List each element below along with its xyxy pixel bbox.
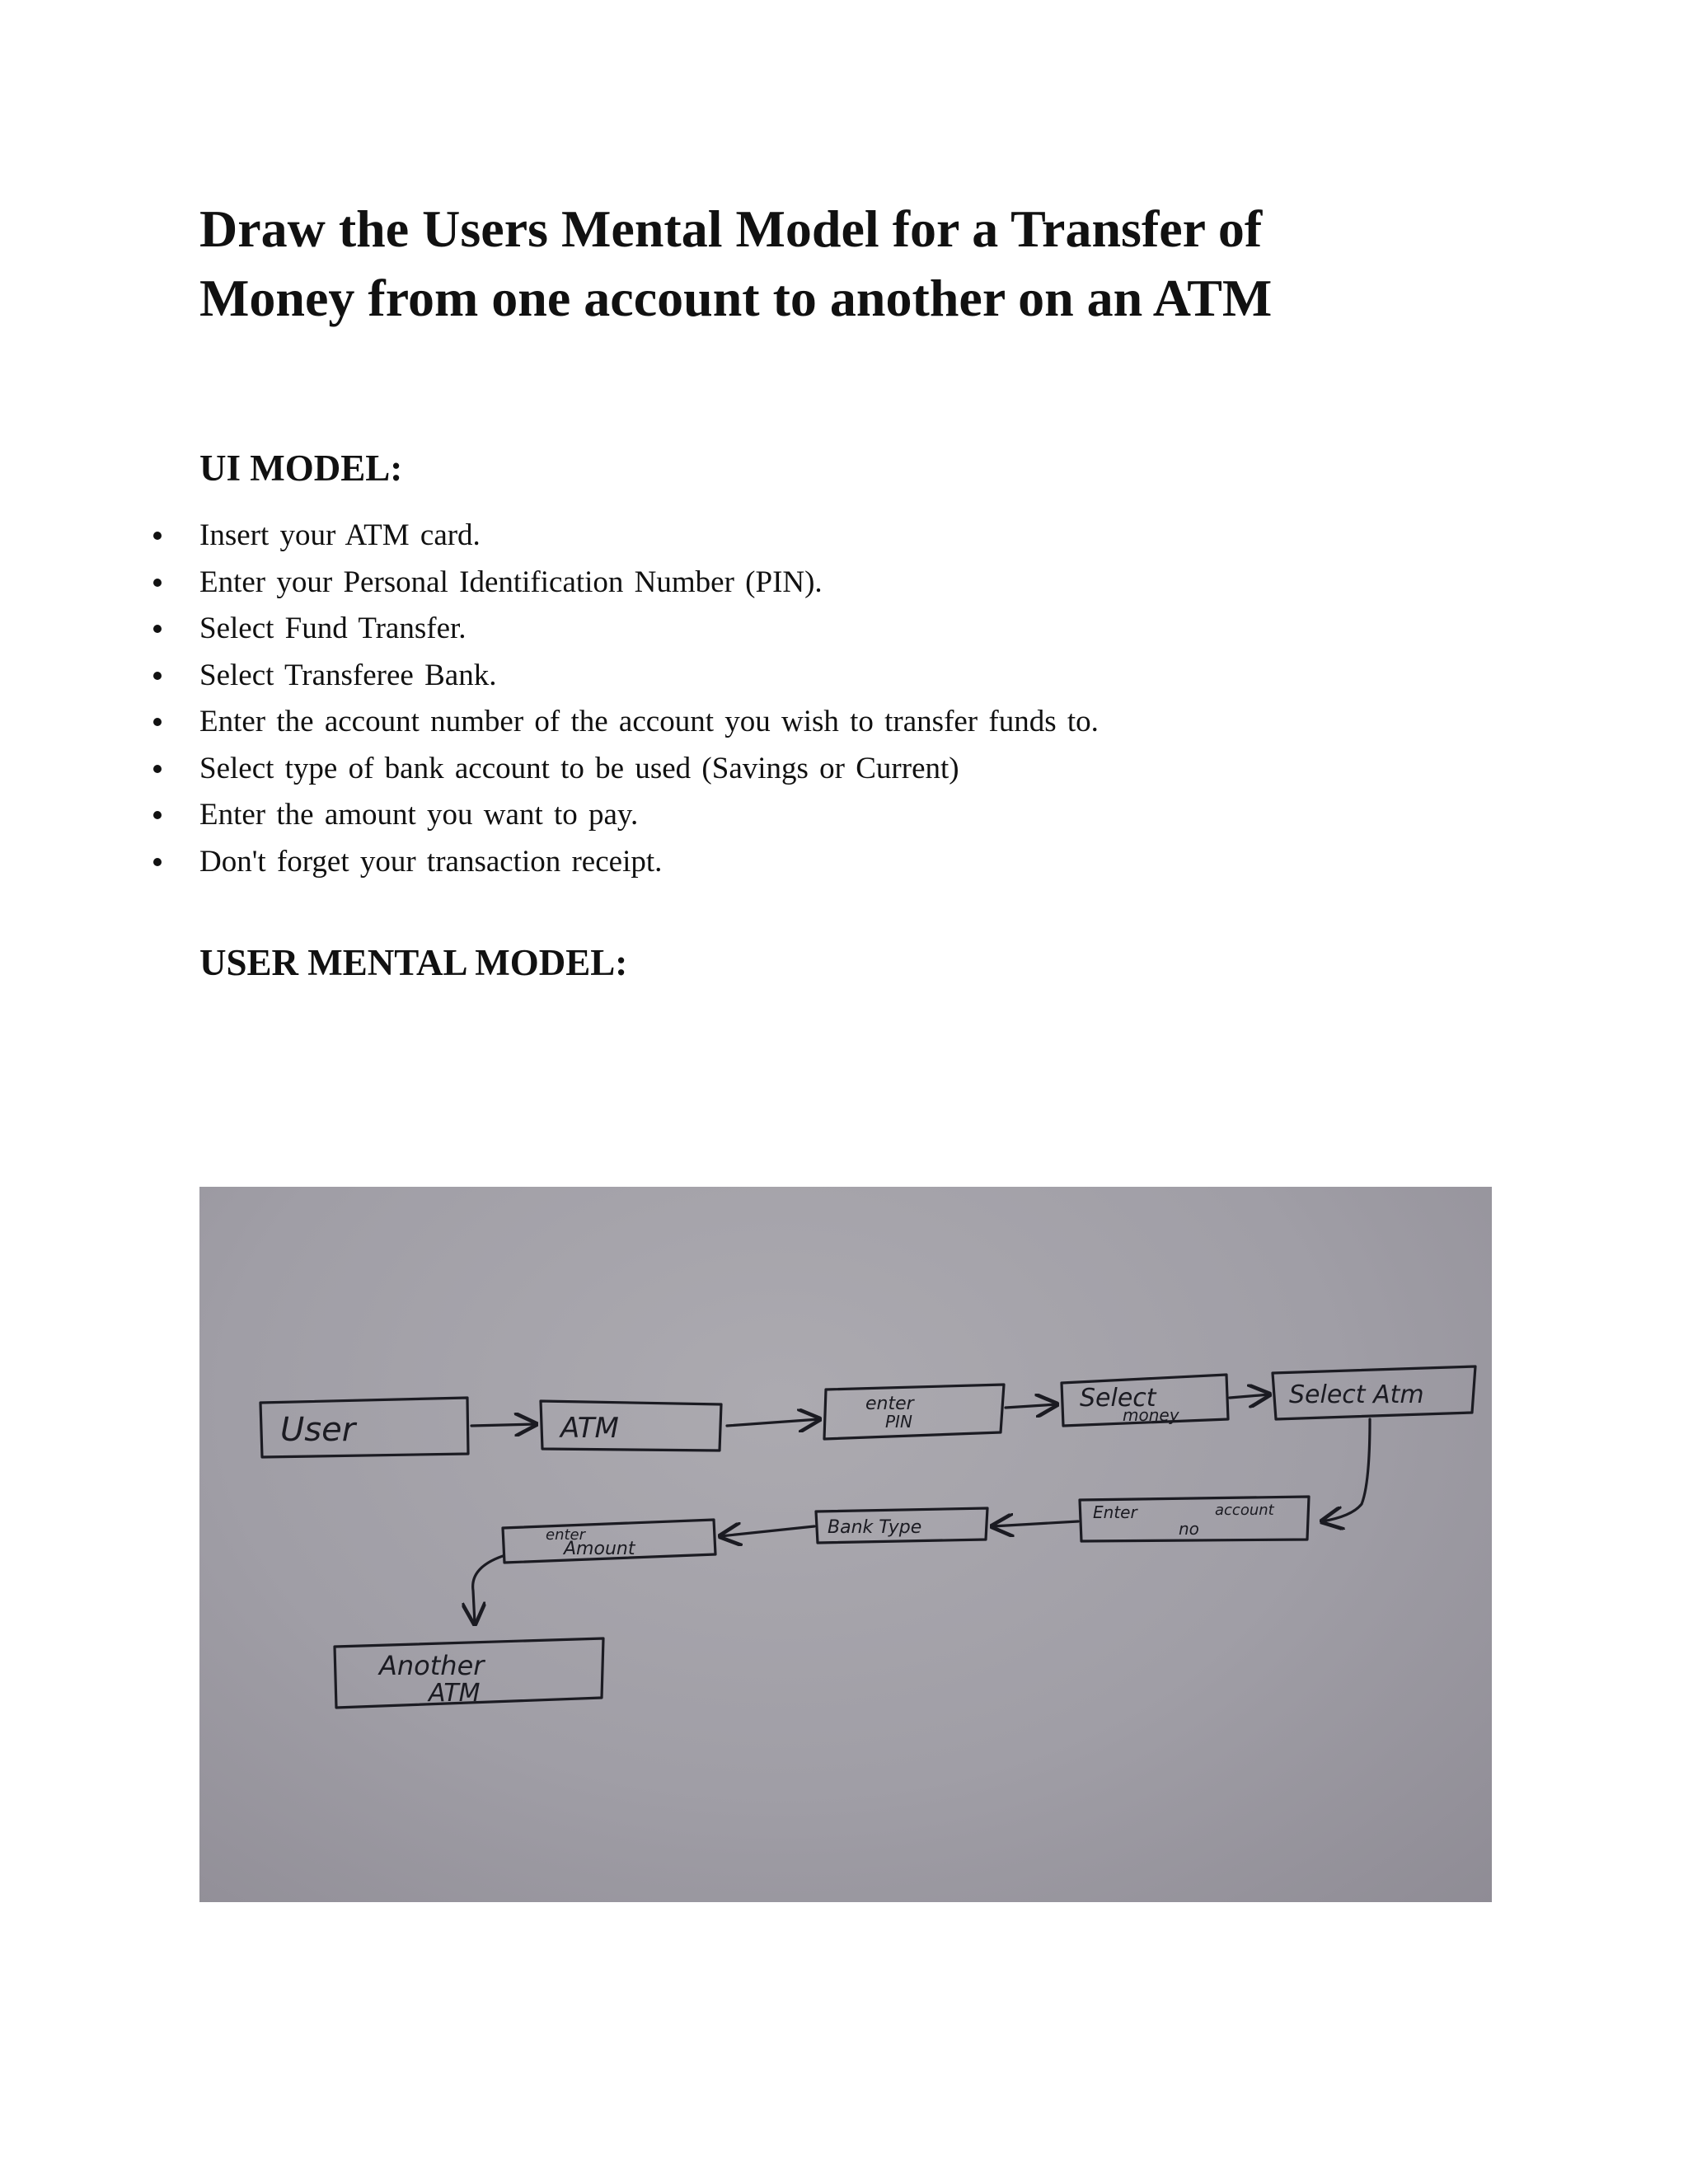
step-text: Select Fund Transfer. [199, 612, 467, 645]
list-item [0, 606, 1688, 653]
ui-model-heading: UI MODEL: [199, 448, 403, 489]
list-item [0, 653, 1688, 700]
label-enter-pin-1: enter [865, 1394, 914, 1414]
list-item [0, 746, 1688, 793]
ui-model-steps-list [0, 513, 1688, 885]
arrow-bank-type-to-amount [720, 1526, 814, 1536]
list-item [0, 560, 1688, 607]
label-select-atm: Select Atm [1289, 1380, 1424, 1409]
title-line-1: Draw the Users Mental Model for a Transfer of [199, 199, 1263, 258]
list-item [0, 792, 1688, 839]
label-another-atm-2: ATM [429, 1679, 481, 1708]
list-item [0, 839, 1688, 886]
arrow-money-to-atm [1230, 1394, 1269, 1398]
arrow-user-to-atm [471, 1424, 536, 1426]
step-text: Enter the account number of the account you wish to transfer funds to. [199, 705, 1099, 738]
label-atm: ATM [560, 1412, 619, 1445]
label-select-money-1: Select [1080, 1384, 1156, 1413]
list-item [0, 513, 1688, 560]
arrow-amount-down-to-another-atm [473, 1556, 503, 1624]
label-another-atm-1: Another [379, 1650, 485, 1681]
box-enter-pin [824, 1385, 1004, 1439]
bullet-icon [153, 765, 162, 773]
arrow-atm-to-pin [727, 1419, 819, 1426]
arrow-account-to-bank-type [992, 1521, 1078, 1526]
step-text: Enter your Personal Identification Number (PIN). [199, 565, 823, 599]
label-enter-pin-2: PIN [885, 1412, 912, 1432]
step-text: Enter the amount you want to pay. [199, 798, 639, 832]
list-item [0, 699, 1688, 746]
bullet-icon [153, 858, 162, 866]
step-text: Select Transferee Bank. [199, 658, 497, 692]
label-bank-type: Bank Type [828, 1517, 922, 1538]
arrow-pin-to-money [1006, 1404, 1057, 1408]
arrow-atm-down-to-account [1322, 1419, 1370, 1521]
bullet-icon [153, 532, 162, 540]
step-text: Insert your ATM card. [199, 518, 481, 552]
label-enter-account-1: Enter [1093, 1502, 1137, 1522]
bullet-icon [153, 579, 162, 587]
step-text: Select type of bank account to be used (Savings or Current) [199, 751, 959, 785]
step-text: Don't forget your transaction receipt. [199, 844, 663, 879]
label-enter-account-2: account [1215, 1502, 1274, 1519]
label-select-money-2: money [1123, 1405, 1179, 1425]
label-enter-amount-2: Amount [564, 1539, 635, 1559]
label-user: User [280, 1411, 356, 1449]
user-mental-model-heading: USER MENTAL MODEL: [199, 942, 628, 983]
bullet-icon [153, 672, 162, 680]
label-enter-account-3: no [1179, 1519, 1199, 1539]
sketch-diagram [199, 1187, 1492, 1902]
bullet-icon [153, 811, 162, 819]
bullet-icon [153, 625, 162, 633]
bullet-icon [153, 718, 162, 726]
title-line-2: Money from one account to another on an ATM [199, 269, 1273, 327]
document-title [199, 194, 1485, 333]
hand-drawn-diagram-photo [199, 1187, 1492, 1902]
label-enter-amount-1: enter [546, 1526, 586, 1544]
